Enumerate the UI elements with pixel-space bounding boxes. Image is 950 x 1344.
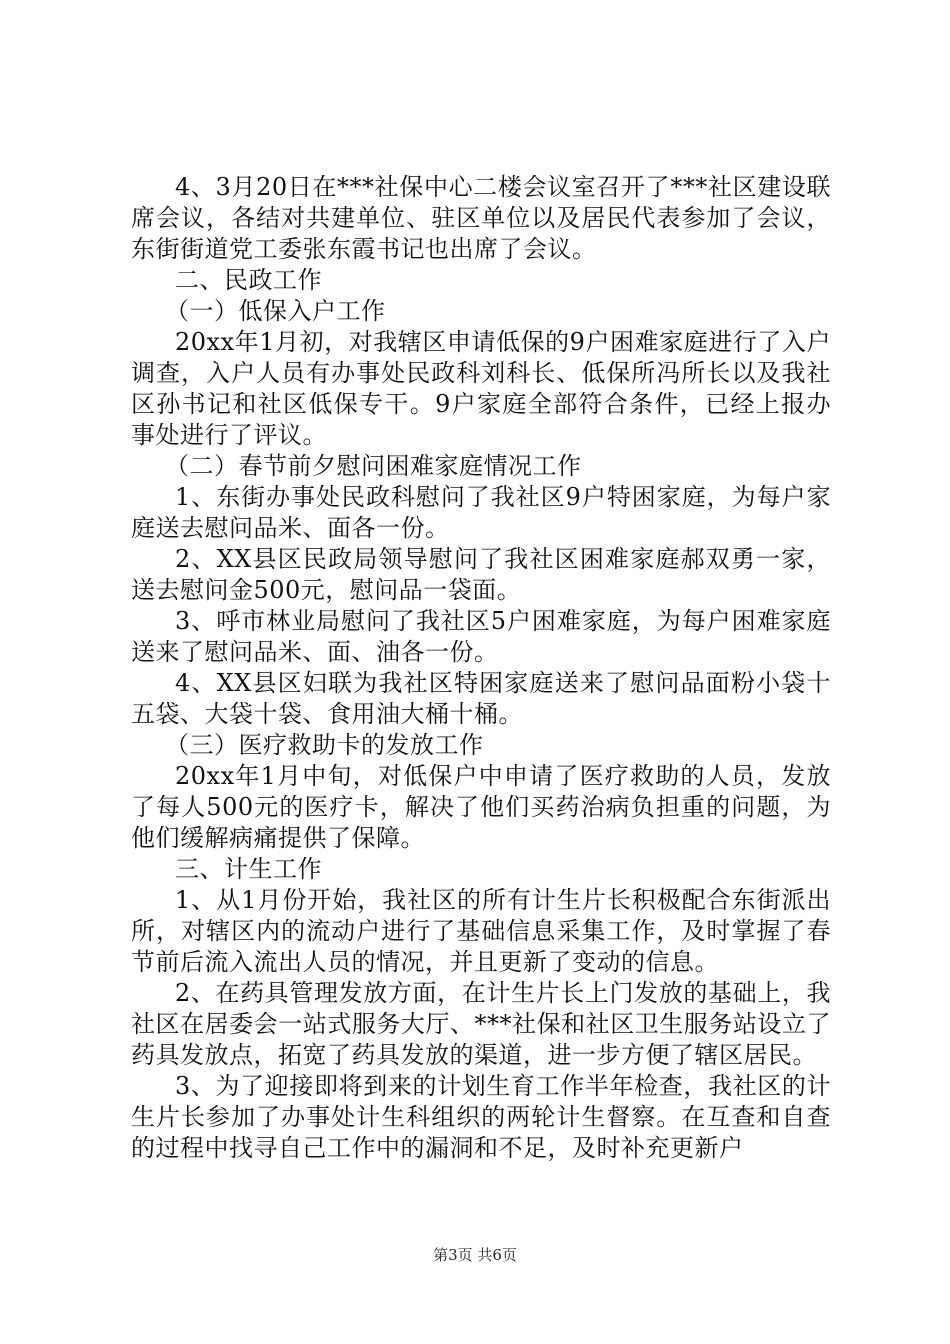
page-footer: 第3页 共6页	[433, 1246, 517, 1264]
subsection-heading-low-income: （一）低保入户工作	[165, 297, 386, 325]
section-heading-civil-affairs: 二、民政工作	[175, 266, 322, 294]
paragraph-family-planning-2: 2、在药具管理发放方面，在计生片长上门发放的基础上，我社区在居委会一站式服务大厅、***社保和社区卫生服务站设立了药具发放点，拓宽了药具发放的渠道，进一步方便了辖区居民。	[131, 979, 831, 1069]
subsection-heading-medical-card: （三）医疗救助卡的发放工作	[165, 731, 484, 759]
document-body	[131, 172, 831, 1164]
paragraph-visit-1: 1、东街办事处民政科慰问了我社区9户特困家庭，为每户家庭送去慰问品米、面各一份。	[131, 483, 831, 542]
paragraph-family-planning-3: 3、为了迎接即将到来的计划生育工作半年检查，我社区的计生片长参加了办事处计生科组织的两轮计生督察。在互查和自查的过程中找寻自己工作中的漏洞和不足，及时补充更新户	[131, 1072, 831, 1162]
section-heading-family-planning: 三、计生工作	[175, 855, 322, 883]
subsection-heading-spring-festival: （二）春节前夕慰问困难家庭情况工作	[165, 452, 582, 480]
paragraph-family-planning-1: 1、从1月份开始，我社区的所有计生片长积极配合东街派出所，对辖区内的流动户进行了基础信息采集工作，及时掌握了春节前后流入流出人员的情况，并且更新了变动的信息。	[131, 886, 831, 976]
paragraph-medical-card: 20xx年1月中旬，对低保户中申请了医疗救助的人员，发放了每人500元的医疗卡，解决了他们买药治病负担重的问题，为他们缓解病痛提供了保障。	[131, 762, 831, 852]
paragraph-low-income-survey: 20xx年1月初，对我辖区申请低保的9户困难家庭进行了入户调查，入户人员有办事处民政科刘科长、低保所冯所长以及我社区孙书记和社区低保专干。9户家庭全部符合条件，已经上报办事处进行了评议。	[131, 328, 831, 449]
paragraph-visit-3: 3、呼市林业局慰问了我社区5户困难家庭，为每户困难家庭送来了慰问品米、面、油各一份。	[131, 607, 831, 666]
paragraph-visit-4: 4、XX县区妇联为我社区特困家庭送来了慰问品面粉小袋十五袋、大袋十袋、食用油大桶十桶。	[131, 669, 831, 728]
paragraph-meeting: 4、3月20日在***社保中心二楼会议室召开了***社区建设联席会议，各结对共建单位、驻区单位以及居民代表参加了会议，东街街道党工委张东霞书记也出席了会议。	[131, 173, 831, 263]
paragraph-visit-2: 2、XX县区民政局领导慰问了我社区困难家庭郝双勇一家，送去慰问金500元，慰问品一袋面。	[131, 545, 831, 604]
